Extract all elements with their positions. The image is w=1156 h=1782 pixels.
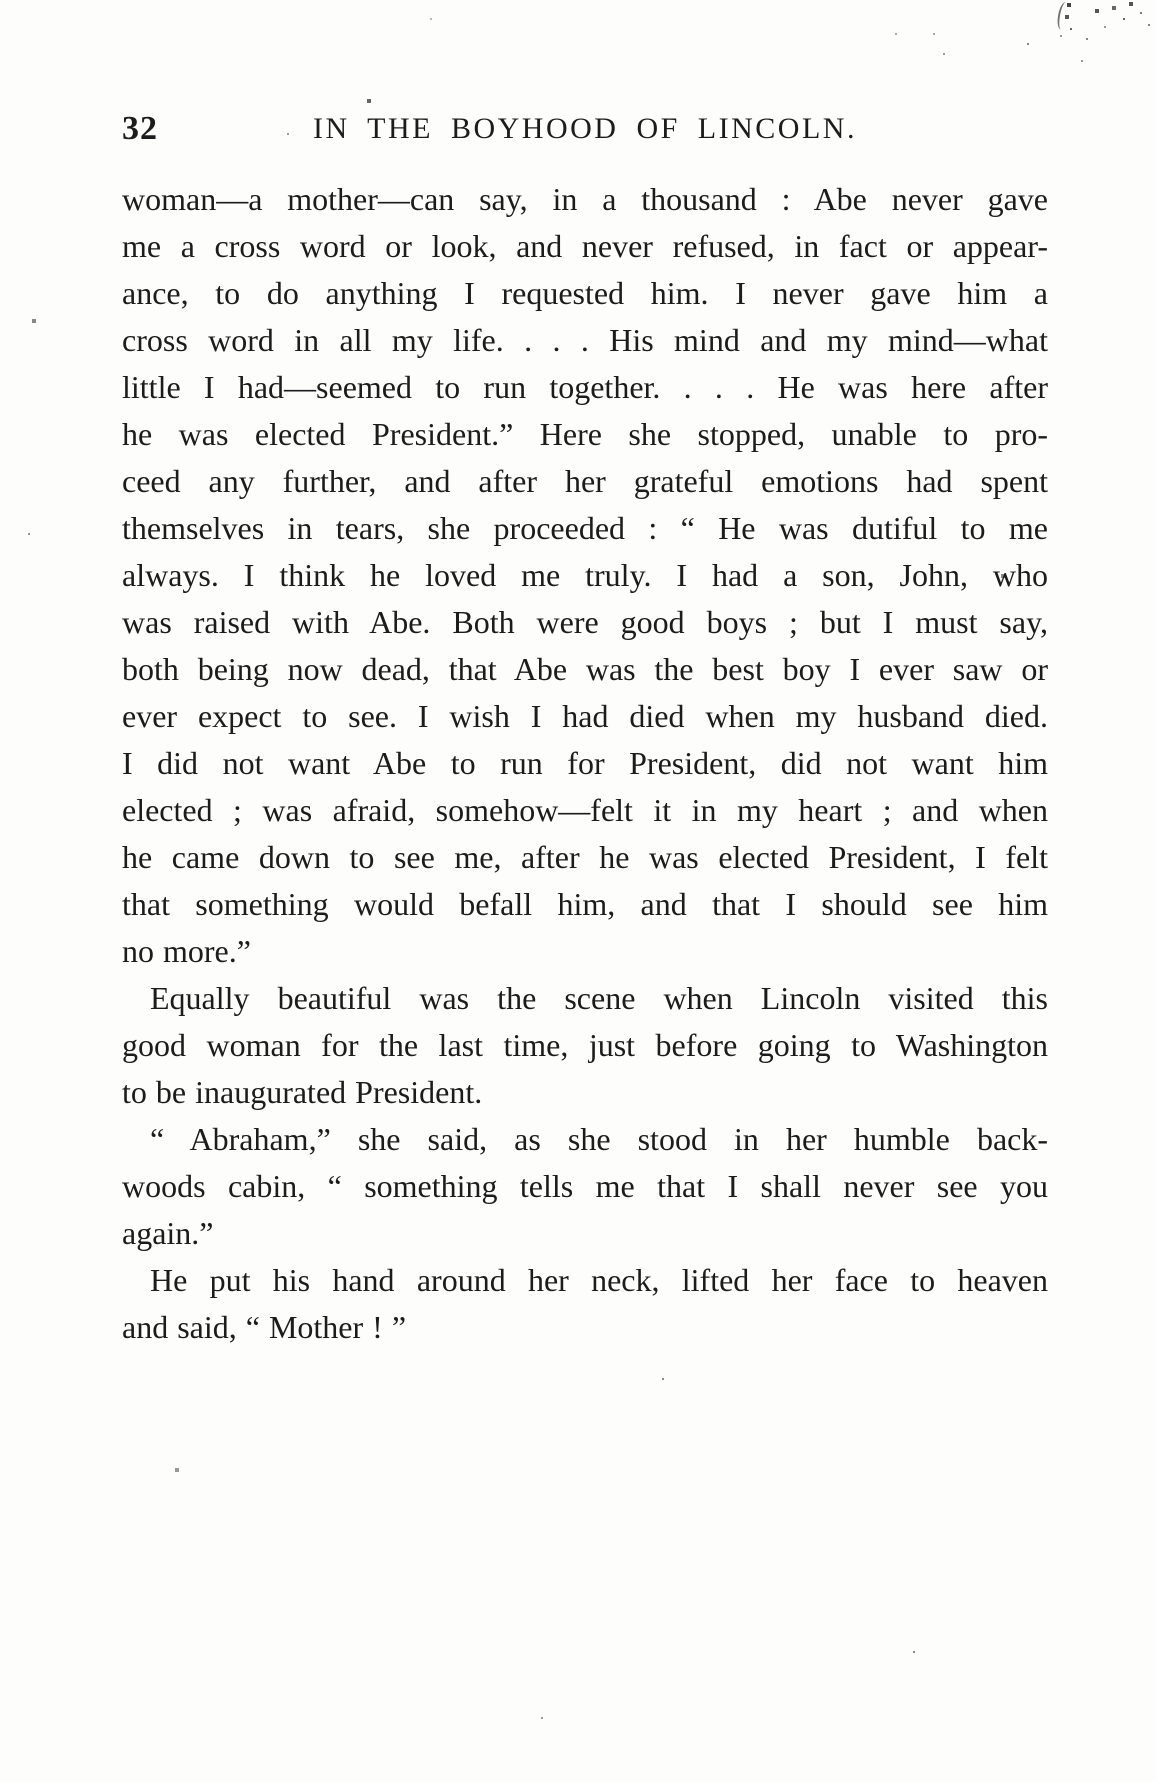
running-head xyxy=(122,108,1048,154)
text-line: little I had—seemed to run together. . . . He was here after xyxy=(122,369,1048,405)
text-line: themselves in tears, she proceeded : “ He was dutiful to me xyxy=(122,510,1048,546)
text-line: good woman for the last time, just before going to Washington xyxy=(122,1027,1048,1063)
paragraph xyxy=(122,975,1048,1116)
text-line: woods cabin, “ something tells me that I shall never see you xyxy=(122,1168,1048,1204)
text-line: woman—a mother—can say, in a thousand : Abe never gave xyxy=(122,181,1048,217)
text-line: and said, “ Mother ! ” xyxy=(122,1309,407,1345)
text-line: to be inaugurated President. xyxy=(122,1074,483,1110)
page-body xyxy=(122,176,1048,1351)
paragraph xyxy=(122,176,1048,975)
page-number: 32 xyxy=(122,110,158,147)
text-line: he came down to see me, after he was elected President, I felt xyxy=(122,839,1048,875)
running-head-title: IN THE BOYHOOD OF LINCOLN. xyxy=(313,112,857,145)
text-line: elected ; was afraid, somehow—felt it in my heart ; and when xyxy=(122,792,1048,828)
text-line: He put his hand around her neck, lifted her face to heaven xyxy=(150,1262,1048,1298)
text-line: both being now dead, that Abe was the best boy I ever saw or xyxy=(122,651,1048,687)
text-line: ever expect to see. I wish I had died when my husband died. xyxy=(122,698,1048,734)
text-line: Equally beautiful was the scene when Lincoln visited this xyxy=(150,980,1048,1016)
text-line: no more.” xyxy=(122,933,251,969)
scan-speckles xyxy=(0,0,2,2)
text-line: ceed any further, and after her grateful emotions had spent xyxy=(122,463,1048,499)
text-line: me a cross word or look, and never refused, in fact or appear- xyxy=(122,228,1048,264)
text-line: always. I think he loved me truly. I had a son, John, who xyxy=(122,557,1048,593)
paragraph xyxy=(122,1116,1048,1257)
text-line: he was elected President.” Here she stopped, unable to pro- xyxy=(122,416,1048,452)
text-line: ance, to do anything I requested him. I never gave him a xyxy=(122,275,1048,311)
text-line: “ Abraham,” she said, as she stood in her humble back- xyxy=(150,1121,1048,1157)
text-line: again.” xyxy=(122,1215,214,1251)
text-line: cross word in all my life. . . . His mind and my mind—what xyxy=(122,322,1048,358)
scan-corner-mark xyxy=(1056,1,1072,30)
paragraph xyxy=(122,1257,1048,1351)
text-line: that something would befall him, and that I should see him xyxy=(122,886,1048,922)
text-line: was raised with Abe. Both were good boys ; but I must say, xyxy=(122,604,1048,640)
text-line: I did not want Abe to run for President, did not want him xyxy=(122,745,1048,781)
